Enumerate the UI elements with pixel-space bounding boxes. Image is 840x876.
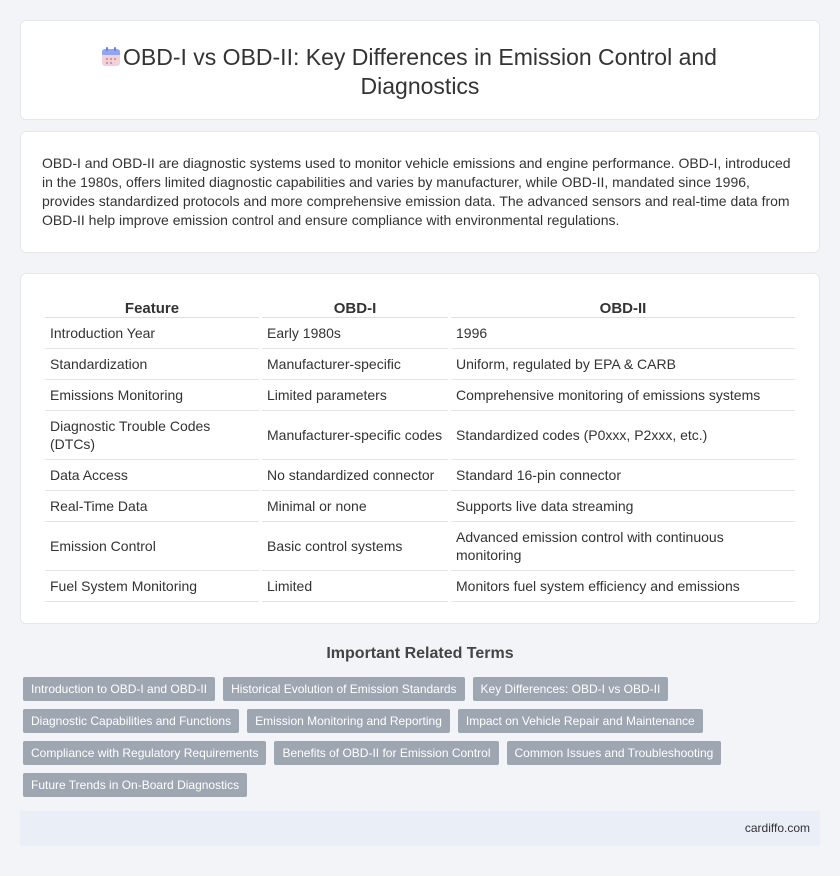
table-cell-obd1: Early 1980s: [262, 318, 448, 349]
table-row: [45, 380, 795, 411]
related-term-tag[interactable]: Diagnostic Capabilities and Functions: [23, 709, 239, 733]
header-card: [20, 20, 820, 120]
table-cell-feature: Diagnostic Trouble Codes (DTCs): [45, 411, 259, 460]
footer-site-link[interactable]: cardiffo.com: [744, 821, 810, 835]
comparison-table-card: [20, 273, 820, 624]
table-cell-obd2: Comprehensive monitoring of emissions systems: [451, 380, 795, 411]
column-header-feature: Feature: [45, 294, 259, 318]
table-cell-obd2: 1996: [451, 318, 795, 349]
related-term-tag[interactable]: Historical Evolution of Emission Standards: [223, 677, 464, 701]
table-cell-obd2: Standardized codes (P0xxx, P2xxx, etc.): [451, 411, 795, 460]
table-cell-obd1: Manufacturer-specific: [262, 349, 448, 380]
table-cell-feature: Data Access: [45, 460, 259, 491]
related-terms-heading: Important Related Terms: [326, 645, 514, 662]
table-cell-obd2: Advanced emission control with continuous monitoring: [451, 522, 795, 571]
table-cell-obd2: Uniform, regulated by EPA & CARB: [451, 349, 795, 380]
table-row: [45, 522, 795, 571]
related-term-tag[interactable]: Key Differences: OBD-I vs OBD-II: [473, 677, 669, 701]
related-terms-list: [23, 677, 783, 805]
related-term-tag[interactable]: Compliance with Regulatory Requirements: [23, 741, 266, 765]
table-cell-obd2: Supports live data streaming: [451, 491, 795, 522]
table-cell-obd1: Manufacturer-specific codes: [262, 411, 448, 460]
related-term-tag[interactable]: Introduction to OBD-I and OBD-II: [23, 677, 215, 701]
related-term-tag[interactable]: Impact on Vehicle Repair and Maintenance: [458, 709, 703, 733]
related-term-tag[interactable]: Emission Monitoring and Reporting: [247, 709, 450, 733]
table-row: [45, 318, 795, 349]
table-row: [45, 411, 795, 460]
intro-paragraph: OBD-I and OBD-II are diagnostic systems used to monitor vehicle emissions and engine performance. OBD-I, introduced in the 1980s, offers limited diagnostic capabilities and varies by manufacturer, while OBD-II, mandated since 1996, provides standardized protocols and more comprehensive emission data. The advanced sensors and real-time data from OBD-II help improve emission control and ensure compliance with environmental regulations.: [42, 155, 791, 228]
table-cell-obd1: Basic control systems: [262, 522, 448, 571]
table-row: [45, 491, 795, 522]
table-cell-feature: Real-Time Data: [45, 491, 259, 522]
related-term-tag[interactable]: Benefits of OBD-II for Emission Control: [274, 741, 498, 765]
table-cell-obd1: No standardized connector: [262, 460, 448, 491]
table-cell-obd1: Limited: [262, 571, 448, 602]
table-row: [45, 460, 795, 491]
table-row: [45, 571, 795, 602]
column-header-obd2: OBD-II: [451, 294, 795, 318]
comparison-table: [42, 294, 798, 602]
table-cell-feature: Emissions Monitoring: [45, 380, 259, 411]
table-cell-obd2: Monitors fuel system efficiency and emissions: [451, 571, 795, 602]
table-cell-feature: Introduction Year: [45, 318, 259, 349]
table-cell-feature: Fuel System Monitoring: [45, 571, 259, 602]
table-cell-feature: Emission Control: [45, 522, 259, 571]
table-cell-feature: Standardization: [45, 349, 259, 380]
table-row: [45, 349, 795, 380]
column-header-obd1: OBD-I: [262, 294, 448, 318]
related-term-tag[interactable]: Future Trends in On-Board Diagnostics: [23, 773, 247, 797]
related-term-tag[interactable]: Common Issues and Troubleshooting: [507, 741, 722, 765]
intro-card: [20, 131, 820, 253]
footer: [20, 811, 820, 846]
table-cell-obd1: Minimal or none: [262, 491, 448, 522]
table-header-row: [45, 294, 795, 318]
table-cell-obd2: Standard 16-pin connector: [451, 460, 795, 491]
table-cell-obd1: Limited parameters: [262, 380, 448, 411]
page-title: OBD-I vs OBD-II: Key Differences in Emission Control and Diagnostics: [123, 44, 717, 99]
